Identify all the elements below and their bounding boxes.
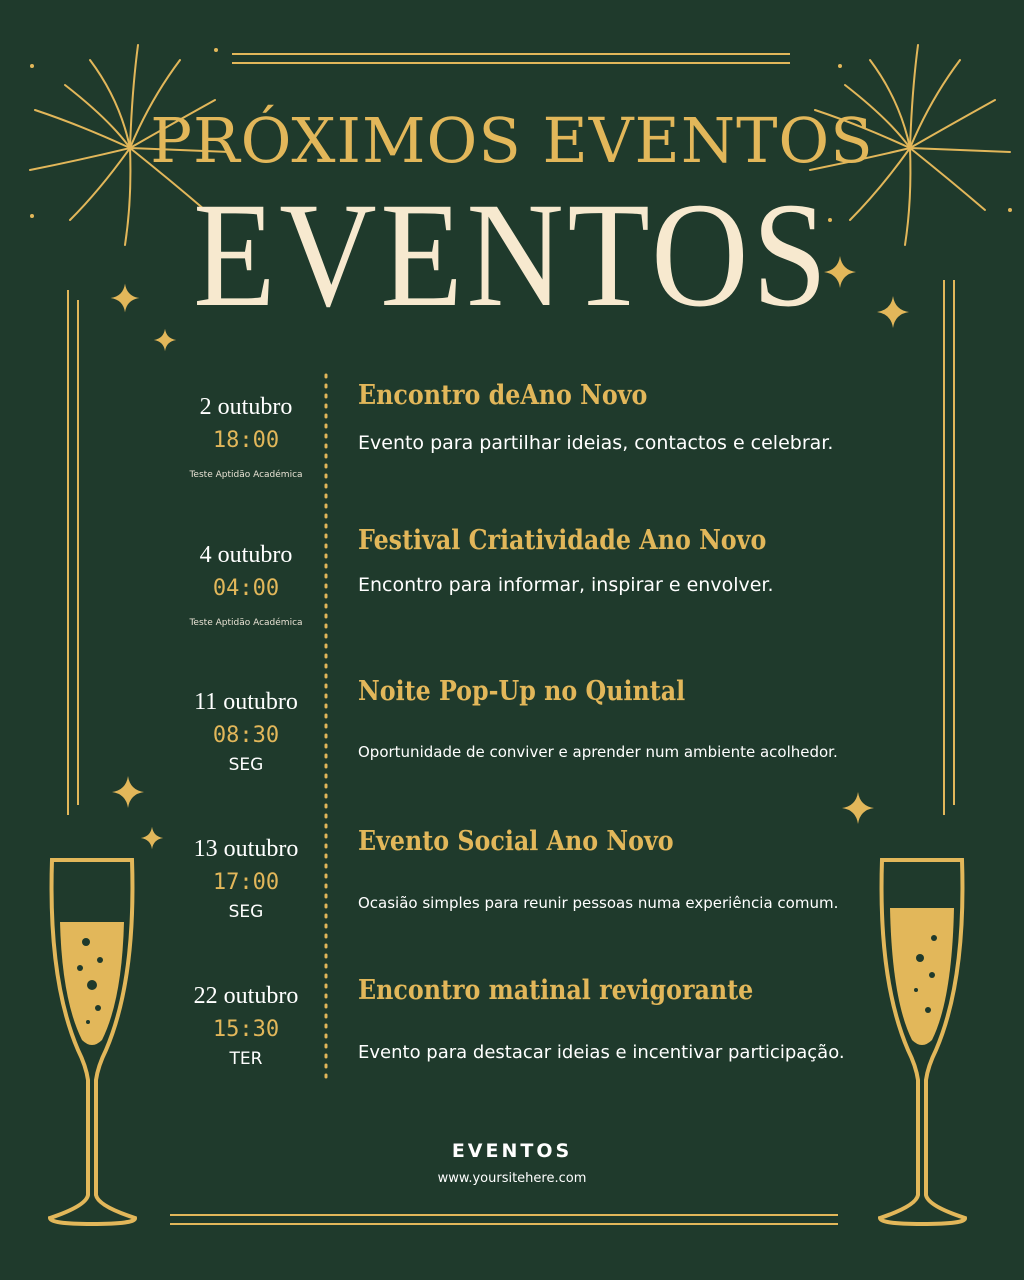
event-day: TER — [229, 1049, 263, 1069]
event-description: Oportunidade de conviver e aprender num ambiente acolhedor. — [358, 743, 838, 761]
event-date-block — [176, 981, 316, 1069]
event-description: Encontro para informar, inspirar e envolver. — [358, 574, 774, 596]
event-date: 11 outubro — [194, 689, 298, 715]
event-date: 2 outubro — [199, 394, 293, 420]
event-date: 22 outubro — [193, 983, 299, 1009]
sparkle-icon — [154, 329, 176, 351]
page-subtitle: PRÓXIMOS EVENTOS — [150, 104, 874, 177]
event-date: 4 outubro — [199, 542, 293, 568]
event-time: 04:00 — [212, 576, 280, 601]
event-title: Evento Social Ano Novo — [358, 826, 674, 857]
event-time: 08:30 — [212, 723, 280, 748]
event-day: SEG — [228, 755, 264, 775]
footer-url[interactable]: www.yoursitehere.com — [437, 1171, 587, 1186]
page-title: EVENTOS — [193, 172, 831, 338]
event-time: 18:00 — [212, 428, 280, 453]
sparkle-icon — [112, 776, 144, 808]
event-title: Encontro deAno Novo — [358, 380, 648, 411]
event-date: 13 outubro — [193, 836, 299, 862]
event-date-block — [176, 392, 316, 480]
event-title: Festival Criatividade Ano Novo — [358, 525, 767, 556]
event-time: 17:00 — [212, 870, 280, 895]
sparkle-icon — [141, 827, 163, 849]
event-description: Ocasião simples para reunir pessoas numa experiência comum. — [358, 894, 839, 912]
footer-brand: EVENTOS — [451, 1140, 573, 1162]
event-description: Evento para partilhar ideias, contactos e celebrar. — [358, 432, 834, 454]
event-description: Evento para destacar ideias e incentivar participação. — [358, 1042, 845, 1063]
sparkle-icon — [842, 792, 874, 824]
event-title: Encontro matinal revigorante — [358, 975, 754, 1006]
event-note: Teste Aptidão Académica — [189, 470, 303, 480]
event-date-block — [176, 540, 316, 628]
event-day: SEG — [228, 902, 264, 922]
event-date-block — [176, 687, 316, 775]
event-title: Noite Pop-Up no Quintal — [358, 676, 686, 707]
event-date-block — [176, 834, 316, 922]
event-note: Teste Aptidão Académica — [189, 618, 303, 628]
event-time: 15:30 — [212, 1017, 280, 1042]
